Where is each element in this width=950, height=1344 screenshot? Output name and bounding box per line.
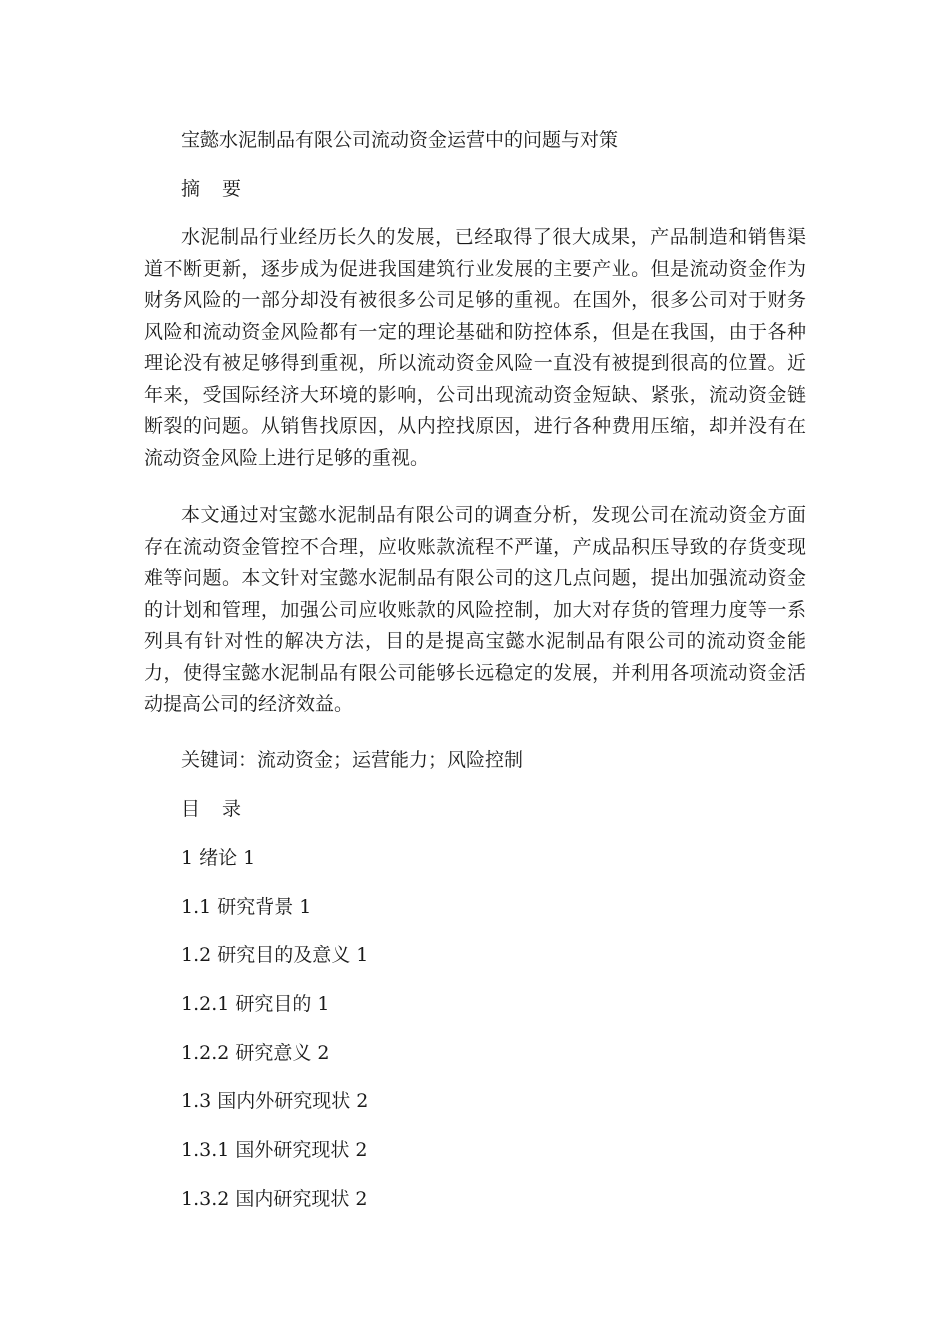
keywords: 关键词：流动资金；运营能力；风险控制 (181, 749, 524, 771)
toc-entry: 1.2.2 研究意义 2 (181, 1042, 330, 1064)
toc-entry: 1.3 国内外研究现状 2 (181, 1090, 369, 1112)
toc-entry: 1.3.1 国外研究现状 2 (181, 1139, 368, 1161)
document-title: 宝懿水泥制品有限公司流动资金运营中的问题与对策 (181, 129, 619, 151)
toc-entry: 1.1 研究背景 1 (181, 896, 312, 918)
toc-entry: 1.2 研究目的及意义 1 (181, 944, 369, 966)
abstract-paragraph-1: 水泥制品行业经历长久的发展，已经取得了很大成果，产品制造和销售渠道不断更新，逐步成为促进我国建筑行业发展的主要产业。但是流动资金作为财务风险的一部分却没有被很多公司足够的重视。在国外，很多公司对于财务风险和流动资金风险都有一定的理论基础和防控体系，但是在我国，由于各种理论没有被足够得到重视，所以流动资金风险一直没有被提到很高的位置。近年来，受国际经济大环境的影响，公司出现流动资金短缺、紧张，流动资金链断裂的问题。从销售找原因，从内控找原因，进行各种费用压缩，却并没有在流动资金风险上进行足够的重视。 (144, 226, 806, 469)
toc-entry: 1 绪论 1 (181, 847, 256, 869)
abstract-paragraph-2: 本文通过对宝懿水泥制品有限公司的调查分析，发现公司在流动资金方面存在流动资金管控不合理，应收账款流程不严谨，产成品积压导致的存货变现难等问题。本文针对宝懿水泥制品有限公司的这几点问题，提出加强流动资金的计划和管理，加强公司应收账款的风险控制，加大对存货的管理力度等一系列具有针对性的解决方法，目的是提高宝懿水泥制品有限公司的流动资金能力，使得宝懿水泥制品有限公司能够长远稳定的发展，并利用各项流动资金活动提高公司的经济效益。 (144, 504, 806, 715)
toc-heading: 目 录 (181, 798, 250, 820)
abstract-heading: 摘 要 (181, 178, 250, 200)
toc-entry: 1.2.1 研究目的 1 (181, 993, 330, 1015)
toc-entry: 1.3.2 国内研究现状 2 (181, 1188, 368, 1210)
